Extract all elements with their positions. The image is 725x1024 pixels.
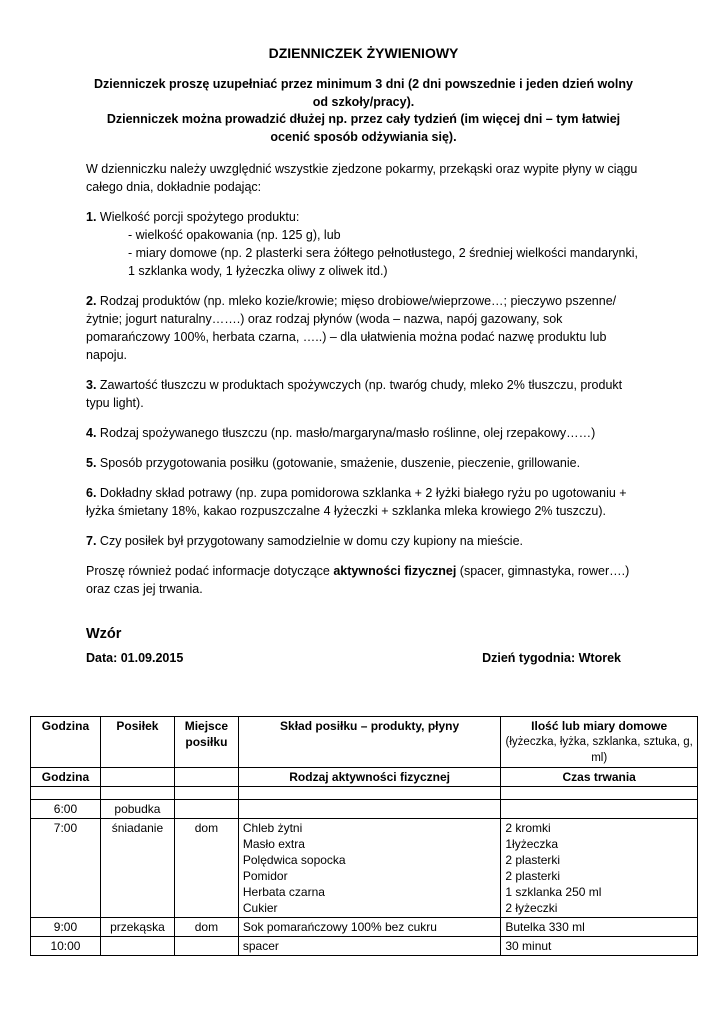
item-number: 5.: [86, 456, 97, 470]
time-cell: 7:00: [31, 819, 101, 918]
amounts-cell: 30 minut: [501, 937, 698, 956]
activity-text: Proszę również podać informacje dotyczące: [86, 564, 334, 578]
list-item: [86, 208, 641, 280]
items-cell: [238, 819, 500, 918]
sample-heading: Wzór: [86, 626, 122, 642]
list-item: [86, 484, 641, 520]
header-cell-note: (łyżeczka, łyżka, szklanka, sztuka, g, ml): [505, 736, 693, 764]
place-cell: [174, 800, 238, 819]
amount-item: 2 plasterki: [505, 853, 561, 867]
amount-item: 1łyżeczka: [505, 837, 559, 851]
spacer-row: [31, 787, 698, 800]
header-cell: Posiłek: [100, 717, 174, 768]
table-header-row: [31, 768, 698, 787]
item-number: 3.: [86, 378, 97, 392]
header-cell: Rodzaj aktywności fizycznej: [238, 768, 500, 787]
amount-item: 1 szklanka 250 ml: [505, 885, 602, 899]
amount-item: 2 kromki: [505, 821, 551, 835]
date-label: Data: 01.09.2015: [86, 651, 184, 665]
item-text: Czy posiłek był przygotowany samodzielnie w domu czy kupiony na mieście.: [96, 534, 524, 548]
item-text: Rodzaj spożywanego tłuszczu (np. masło/margaryna/masło roślinne, olej rzepakowy……): [96, 426, 596, 440]
time-cell: 9:00: [31, 918, 101, 937]
header-cell: [100, 768, 174, 787]
time-cell: 6:00: [31, 800, 101, 819]
header-cell: Skład posiłku – produkty, płyny: [238, 717, 500, 768]
amounts-cell: [501, 819, 698, 918]
amount-item: 2 plasterki: [505, 869, 561, 883]
food-item: Herbata czarna: [242, 885, 325, 899]
item-number: 1.: [86, 210, 97, 224]
intro-line: ocenić sposób odżywiania się).: [270, 129, 457, 144]
list-item: [86, 376, 641, 412]
header-cell: Miejsce posiłku: [174, 717, 238, 768]
items-cell: [238, 800, 500, 819]
food-item: Chleb żytni: [242, 821, 303, 835]
table-row: [31, 918, 698, 937]
activity-emphasis: aktywności fizycznej: [333, 564, 457, 578]
header-cell: Czas trwania: [501, 768, 698, 787]
weekday-label: Dzień tygodnia: Wtorek: [482, 651, 621, 665]
item-number: 6.: [86, 486, 97, 500]
food-item: Masło extra: [242, 837, 305, 851]
amount-item: 2 łyżeczki: [505, 901, 558, 915]
document-title: DZIENNICZEK ŻYWIENIOWY: [268, 45, 459, 61]
header-cell: Godzina: [31, 717, 101, 768]
table-row: [31, 937, 698, 956]
place-cell: [174, 937, 238, 956]
table-row: [31, 819, 698, 918]
time-cell: 10:00: [31, 937, 101, 956]
item-text: Sposób przygotowania posiłku (gotowanie, smażenie, duszenie, pieczenie, grillowanie.: [96, 456, 581, 470]
intro-instructions: [86, 76, 641, 146]
intro-line: od szkoły/pracy).: [312, 94, 415, 109]
header-cell: Godzina: [31, 768, 101, 787]
header-cell-title: Ilość lub miary domowe: [531, 719, 668, 733]
meal-cell: przekąska: [100, 918, 174, 937]
food-item: Pomidor: [242, 869, 288, 883]
header-cell: [174, 768, 238, 787]
item-sub-line: - wielkość opakowania (np. 125 g), lub: [128, 228, 341, 242]
meal-cell: [100, 937, 174, 956]
table-header-row: [31, 717, 698, 768]
lead-paragraph: W dzienniczku należy uwzględnić wszystkie zjedzone pokarmy, przekąski oraz wypite płyny w ciągu całego dnia, dokładnie podając:: [86, 162, 638, 194]
list-item: [86, 454, 641, 472]
item-text: Zawartość tłuszczu w produktach spożywczych (np. twaróg chudy, mleko 2% tłuszczu, produkt typu light).: [86, 378, 623, 410]
meal-cell: pobudka: [100, 800, 174, 819]
intro-line: Dzienniczek można prowadzić dłużej np. przez cały tydzień (im więcej dni – tym łatwiej: [106, 112, 621, 126]
items-cell: spacer: [238, 937, 500, 956]
item-text: Dokładny skład potrawy (np. zupa pomidorowa szklanka + 2 łyżki białego ryżu po ugotowaniu + łyżka śmietany 18%, kakao rozpuszczalne 4 łyżeczki + szklanka mleka krowiego 2% tuszczu).: [86, 486, 627, 518]
table-row: [31, 800, 698, 819]
meal-cell: śniadanie: [100, 819, 174, 918]
activity-paragraph: [86, 562, 641, 598]
document-page: [86, 44, 641, 666]
item-number: 7.: [86, 534, 97, 548]
amounts-cell: [501, 800, 698, 819]
activity-text: (spacer, gimnastyka, rower….) oraz czas jej trwania.: [86, 564, 630, 596]
food-item: Polędwica sopocka: [242, 853, 346, 867]
list-item: [86, 292, 641, 364]
date-line: [86, 650, 641, 666]
header-cell: [501, 717, 698, 768]
place-cell: dom: [174, 819, 238, 918]
item-text: Wielkość porcji spożytego produktu:: [96, 210, 300, 224]
amounts-cell: Butelka 330 ml: [501, 918, 698, 937]
place-cell: dom: [174, 918, 238, 937]
list-item: [86, 532, 641, 550]
item-number: 4.: [86, 426, 97, 440]
item-sub-line: - miary domowe (np. 2 plasterki sera żółtego pełnotłustego, 2 średniej wielkości mandarynki, 1 szklanka wody, 1 łyżeczka oliwy z oliwek itd.): [128, 246, 638, 278]
items-cell: Sok pomarańczowy 100% bez cukru: [238, 918, 500, 937]
food-item: Cukier: [242, 901, 278, 915]
intro-line: Dzienniczek proszę uzupełniać przez minimum 3 dni (2 dni powszednie i jeden dzień wolny: [94, 77, 633, 91]
item-text: Rodzaj produktów (np. mleko kozie/krowie; mięso drobiowe/wieprzowe…; pieczywo pszenne/żytnie; jogurt naturalny…….) oraz rodzaj płynów (woda – nazwa, napój gazowany, sok pomarańczowy 100%, herbata czarna, …..) – dla ułatwienia można podać nazwę produktu lub napoju.: [86, 294, 617, 362]
list-item: [86, 424, 641, 442]
item-number: 2.: [86, 294, 97, 308]
food-diary-table: [30, 716, 698, 956]
